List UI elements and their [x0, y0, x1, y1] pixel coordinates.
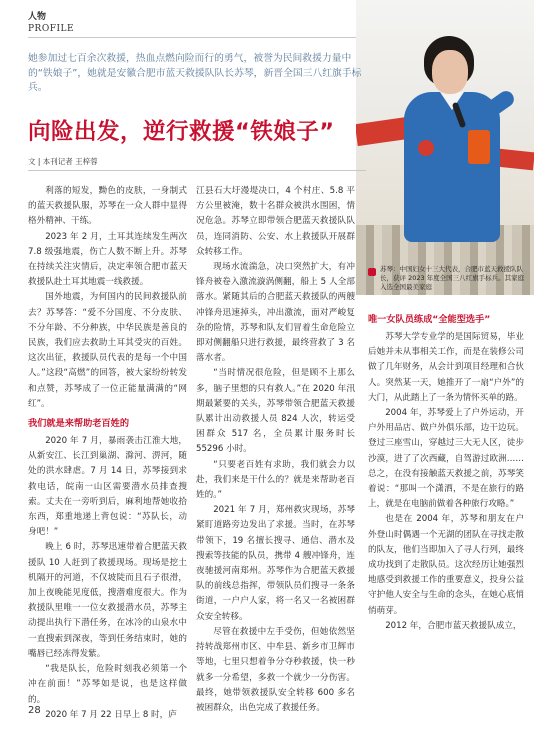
- paragraph: 利落的短发，黝色的皮肤，一身制式的蓝天救援队服，苏琴在一众人群中显得格外精神、干练。: [28, 186, 187, 227]
- page-number: 28: [28, 705, 41, 716]
- section-tag: 人物: [28, 12, 47, 22]
- column-1: [28, 184, 187, 723]
- paragraph: 2023 年 2 月，土耳其连续发生两次 7.8 级强地震，伤亡人数不断上升。苏琴在持续关注灾情后，决定率领合肥市蓝天救援队赴土耳其地震一线救援。: [28, 231, 187, 288]
- subheading: 唯一女队员练成“全能型选手”: [368, 314, 491, 325]
- paragraph: 2020 年 7 月，暴雨袭击江淮大地，从新安江、长江到巢湖、滁河、淠河，随处的洪水肆虐。7 月 14 日，苏琴接到求救电话，皖南一山区需要潜水员排查搜索。丈夫在一旁听到后，麻利地帮她收拾东西，郑重地递上背包说：“苏队长，动身吧！”: [28, 436, 187, 538]
- paragraph: “我是队长，危险时刻我必须第一个冲在前面！”苏琴如是说，也是这样做的。: [28, 664, 187, 705]
- paragraph: 2021 年 7 月，郑州救灾现场，苏琴紧盯道路旁边发出了求援。当时，在苏琴带领下，19 名擅长搜寻、通信、潜水及搜索等技能的队员，携带 4 艘冲锋舟，连夜驰援河南郑州。苏琴作为合肥蓝天救援队的前线总指挥，带领队员们搜寻一条条街道，一户户人家，将一名又一名被困群众安全转移。: [196, 505, 355, 622]
- paragraph: 2020 年 7 月 22 日早上 8 时，庐: [45, 709, 177, 720]
- subheading: 我们就是来帮助老百姓的: [28, 418, 130, 430]
- face-shape: [432, 50, 468, 94]
- paragraph: 尽管在救援中左手受伤，但她依然坚持转战郑州市区、中牟县、新乡市卫辉市等地，七里只想着争分夺秒救援，快一秒就多一分希望，多救一个就少一分伤害。最终，她带领救援队安全转移 600 多名被困群众，出色完成了救援任务。: [196, 626, 355, 713]
- paragraph: 苏琴大学专业学的是国际贸易，毕业后她并未从事相关工作，而是在装修公司做了几年财务，从会计到项目经理和合伙人。突然某一天，她推开了一扇“户外”的大门，从此踏上了一条为情怀买单的路。: [368, 332, 524, 403]
- uniform-patch-icon: [468, 130, 490, 164]
- paragraph: 也是在 2004 年，苏琴和朋友在户外登山时偶遇一个无湖的团队在寻找走散的队友，他们当即加入了寻人行列，最终成功找到了走散队员。这次经历让她强烈地感受到救援工作的重要意义，投身公益守护他人安全与生命的念头，在她心底悄悄萌芽。: [368, 514, 524, 616]
- paragraph: 晚上 6 时，苏琴迅速带着合肥蓝天救援队 10 人赶到了救援现场。现场是挖土机隔开的河道，不仅坡陡而且石子很滑，加上夜晚能见度低，搜潜难度很大。作为救援队里唯一一位女救援潜水员，苏琴主动提出执行下潜任务，在冰冷的山泉水中一直搜索到深夜，等到任务结束时，她的嘴唇已经冻得发紫。: [28, 542, 187, 659]
- paragraph: 2004 年，苏琴爱上了户外运动，开户外用品店、做户外俱乐部，边干边玩。登过三座雪山，穿越过三大无人区，徒步沙漠，进了了次西藏，自驾游过欧洲……总之，在没有接触蓝天救援之前，苏琴笑着说：“那叫一个潇洒，不是在旅行的路上，就是在电脑前做着各种旅行攻略。”: [368, 408, 524, 510]
- photo-caption: 苏琴：中国妇女十三大代表，合肥市蓝天救援队队长，获评 2023 年度全国三八红旗手标兵。其家庭入选全国最美家庭: [380, 265, 525, 291]
- uniform-shape: [404, 92, 500, 242]
- paragraph: “当时情况很危险，但是顾不上那么多，脑子里想的只有救人。”在 2020 年汛期最紧要的关头，苏琴带领合肥蓝天救援队累计出动救援人员 824 人次，转运受困群众 517 名，全员累计服务时长 55296 小时。: [196, 368, 355, 455]
- lead-paragraph: 她参加过七百余次救援，热血点燃向险而行的勇气，被誉为民间救援力量中的“铁娘子”，她就是安徽合肥市蓝天救援队队长苏琴，新晋全国三八红旗手标兵。: [28, 53, 362, 93]
- column-3: [368, 308, 524, 634]
- column-2: [196, 184, 355, 716]
- header-rule: [28, 37, 358, 38]
- paragraph: 江县石大圩漫堤决口，4 个村庄、5.8 平方公里被淹，数十名群众被洪水围困，情况危急。苏琴立即带领合肥蓝天救援队队员，连同消防、公安、水上救援队开展群众转移工作。: [196, 186, 355, 257]
- section-tag-en: PROFILE: [28, 24, 75, 34]
- party-badge-icon: [418, 140, 434, 156]
- paragraph: 现场水流湍急，决口突然扩大，有冲锋舟被卷入激流漩涡侧翻，船上 5 人全部落水。紧随其后的合肥蓝天救援队的两艘冲锋舟迅速掉头，冲出激流，面对严峻复杂的险情，苏琴和队友们冒着生命危险立即对侧翻船只进行救援，最终营救了 3 名落水者。: [196, 262, 355, 364]
- paragraph: 国外地震，为何国内的民间救援队前去？苏琴答：“爱不分国度、不分皮肤、不分年龄、不分种族，中华民族是善良的民族，我们应去救助土耳其受灾的百姓。这次出征，救援队员代表的是每一个中国人。”这段“高燃”的回答，被大家纷纷转发和点赞，苏琴成了一位正能量满满的“网红”。: [28, 292, 187, 409]
- byline-rule: [28, 170, 366, 171]
- paragraph: 2012 年，合肥市蓝天救援队成立，: [385, 620, 522, 631]
- caption-marker-icon: [368, 268, 376, 276]
- paragraph: “只要老百姓有求助，我们就会力以赴，我们来是干什么的？就是来帮助老百姓的。”: [196, 459, 355, 501]
- byline: 文 | 本刊记者 王梓蓉: [28, 157, 98, 166]
- headline: 向险出发，逆行救援“铁娘子”: [28, 119, 335, 145]
- photo: [356, 0, 534, 295]
